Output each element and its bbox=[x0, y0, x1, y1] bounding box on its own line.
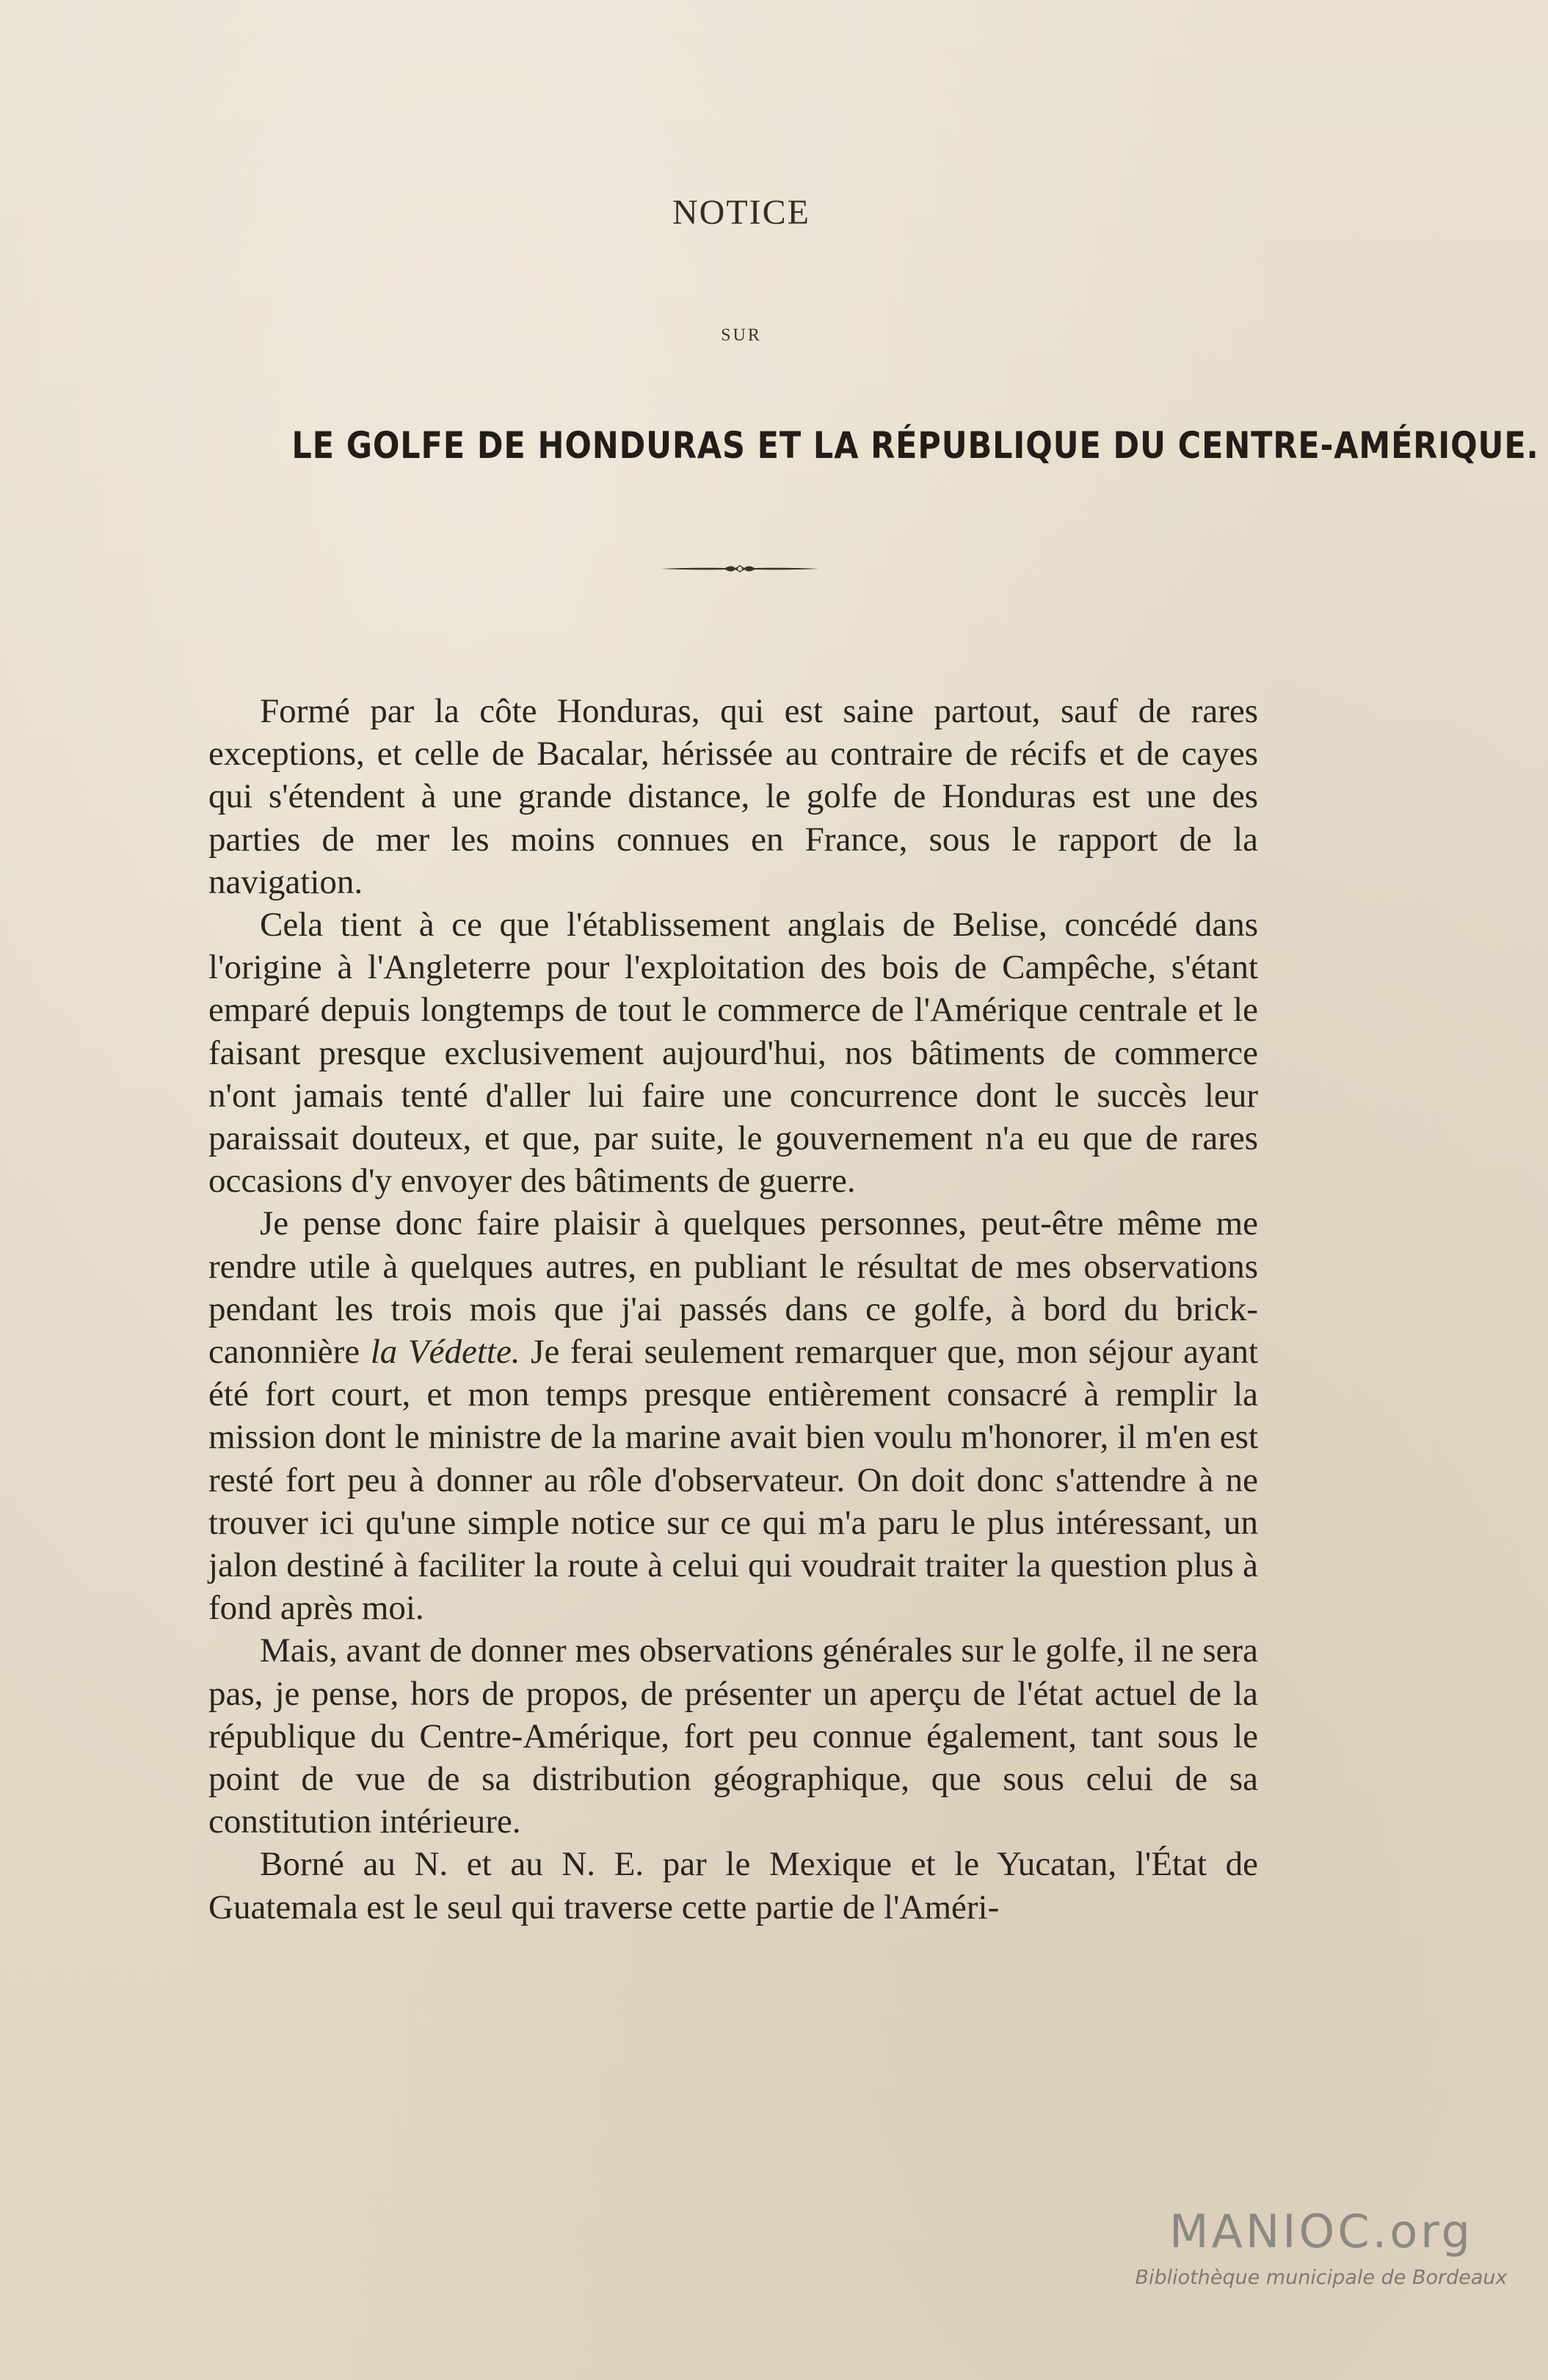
body-text bbox=[208, 690, 1258, 1929]
notice-heading: NOTICE bbox=[672, 193, 810, 232]
paragraph-1: Formé par la côte Honduras, qui est saine partout, sauf de rares exceptions, et celle de Bacalar, hérissée au contraire de récifs et de cayes qui s'étendent à une grande distance, le golfe de Honduras est une des parties de mer les moins connues en France, sous le rapport de la navigation. bbox=[208, 692, 1258, 901]
ship-name: la Védette. bbox=[370, 1333, 520, 1372]
paragraph-3-end: Je ferai seulement remarquer que, mon séjour ayant été fort court, et mon temps presque entièrement consacré à remplir la mission dont le ministre de la marine avait bien voulu m'honorer, il m'en est resté fort peu à donner au rôle d'observateur. On doit donc s'attendre à ne trouver ici qu'une simple notice sur ce qui m'a paru le plus intéressant, un jalon destiné à faciliter la route à celui qui voudrait traiter la question plus à fond après moi. bbox=[208, 1333, 1258, 1628]
paragraph-3-start: Je pense donc faire plaisir à quelques personnes, peut-être même me rendre utile à quelques autres, en publiant le résultat de mes observations pendant les trois mois que j'ai passés dans ce golfe, à bord du brick-canonnière bbox=[208, 1204, 1258, 1372]
watermark-subtitle: Bibliothèque municipale de Bordeaux bbox=[1135, 2266, 1508, 2289]
watermark-logo: MANIOC.org bbox=[1169, 2205, 1474, 2258]
main-title: LE GOLFE DE HONDURAS ET LA RÉPUBLIQUE DU CENTRE-AMÉRIQUE. bbox=[291, 424, 1539, 467]
ornament-divider-icon bbox=[659, 558, 821, 580]
paragraph-4: Mais, avant de donner mes observations générales sur le golfe, il ne sera pas, je pense, hors de propos, de présenter un aperçu de l'état actuel de la république du Centre-Amérique, fort peu connue également, tant sous le point de vue de sa distribution géographique, que sous celui de sa constitution intérieure. bbox=[208, 1631, 1258, 1841]
paragraph-5: Borné au N. et au N. E. par le Mexique et le Yucatan, l'État de Guatemala est le seul qui traverse cette partie de l'Améri- bbox=[208, 1845, 1258, 1926]
watermark bbox=[1123, 2205, 1519, 2289]
paragraph-3 bbox=[208, 1202, 1258, 1629]
sur-heading: SUR bbox=[721, 326, 762, 345]
paragraph-2: Cela tient à ce que l'établissement anglais de Belise, concédé dans l'origine à l'Angleterre pour l'exploitation des bois de Campêche, s'étant emparé depuis longtemps de tout le commerce de l'Amérique centrale et le faisant presque exclusivement aujourd'hui, nos bâtiments de commerce n'ont jamais tenté d'aller lui faire une concurrence dont le succès leur paraissait douteux, et que, par suite, le gouvernement n'a eu que de rares occasions d'y envoyer des bâtiments de guerre. bbox=[208, 906, 1258, 1201]
